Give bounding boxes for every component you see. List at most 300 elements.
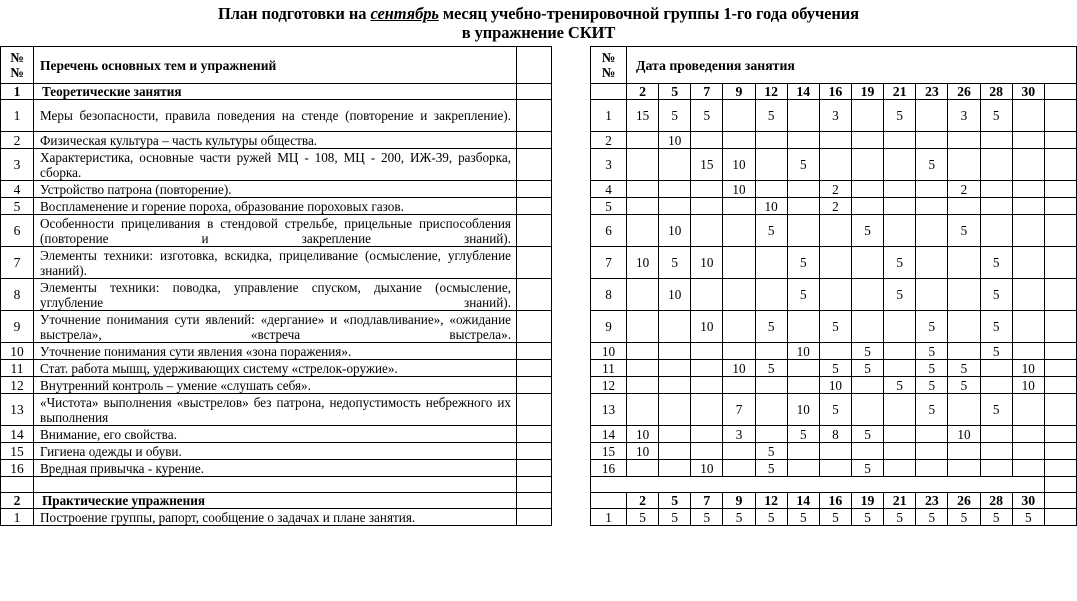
schedule-minutes-cell xyxy=(980,215,1012,247)
schedule-minutes-cell: 5 xyxy=(884,100,916,132)
schedule-minutes-cell xyxy=(819,279,851,311)
schedule-minutes-cell xyxy=(916,443,948,460)
schedule-minutes-cell: 5 xyxy=(787,247,819,279)
topics-header-title: Перечень основных тем и упражнений xyxy=(34,47,517,84)
schedule-minutes-cell xyxy=(819,443,851,460)
schedule-minutes-cell: 5 xyxy=(787,149,819,181)
schedule-date-header: 14 xyxy=(787,84,819,100)
schedule-minutes-cell xyxy=(627,311,659,343)
schedule-minutes-cell xyxy=(691,360,723,377)
schedule-row xyxy=(591,460,1077,477)
schedule-minutes-cell: 5 xyxy=(851,343,883,360)
schedule-minutes-cell: 5 xyxy=(980,311,1012,343)
schedule-minutes-cell: 8 xyxy=(819,426,851,443)
topics-header-number-line1: № xyxy=(10,50,24,65)
schedule-minutes-cell xyxy=(723,443,755,460)
schedule-header-row xyxy=(591,47,1077,84)
schedule-row-spare-cell xyxy=(1044,343,1076,360)
topics-row-description: Теоретические занятия xyxy=(34,84,517,100)
schedule-date-header: 12 xyxy=(755,493,787,509)
title-prefix: План подготовки на xyxy=(217,4,371,23)
schedule-minutes-cell: 5 xyxy=(819,394,851,426)
schedule-minutes-cell xyxy=(691,343,723,360)
schedule-minutes-cell: 5 xyxy=(948,215,980,247)
schedule-minutes-cell xyxy=(787,198,819,215)
schedule-minutes-cell xyxy=(755,377,787,394)
schedule-row-number: 1 xyxy=(591,509,627,526)
schedule-row-number: 6 xyxy=(591,215,627,247)
schedule-row-spare-cell xyxy=(1044,360,1076,377)
topics-row xyxy=(1,84,552,100)
schedule-minutes-cell: 5 xyxy=(948,377,980,394)
schedule-minutes-cell xyxy=(916,181,948,198)
topics-row-description: Характеристика, основные части ружей МЦ - 108, МЦ - 200, ИЖ-39, разборка, сборка. xyxy=(34,149,517,181)
schedule-dates-row-corner xyxy=(591,84,627,100)
schedule-minutes-cell xyxy=(948,198,980,215)
topics-row-description: Построение группы, рапорт, сообщение о задачах и плане занятия. xyxy=(34,509,517,526)
schedule-minutes-cell xyxy=(691,279,723,311)
schedule-row-spare-cell xyxy=(1044,181,1076,198)
schedule-row-number: 13 xyxy=(591,394,627,426)
schedule-minutes-cell xyxy=(916,100,948,132)
schedule-minutes-cell: 5 xyxy=(980,247,1012,279)
schedule-minutes-cell: 10 xyxy=(819,377,851,394)
schedule-minutes-cell xyxy=(723,132,755,149)
schedule-row xyxy=(591,311,1077,343)
topics-row-description: Устройство патрона (повторение). xyxy=(34,181,517,198)
schedule-dates-header-row xyxy=(591,84,1077,100)
topics-row-number: 11 xyxy=(1,360,34,377)
schedule-minutes-cell xyxy=(627,460,659,477)
schedule-minutes-cell xyxy=(691,443,723,460)
schedule-minutes-cell xyxy=(851,443,883,460)
schedule-row xyxy=(591,279,1077,311)
schedule-minutes-cell xyxy=(948,279,980,311)
schedule-minutes-cell xyxy=(659,377,691,394)
schedule-minutes-cell: 10 xyxy=(659,279,691,311)
schedule-minutes-cell: 5 xyxy=(755,460,787,477)
topics-row-pad-cell xyxy=(517,426,552,443)
schedule-minutes-cell xyxy=(884,198,916,215)
schedule-minutes-cell: 5 xyxy=(884,279,916,311)
schedule-minutes-cell xyxy=(916,279,948,311)
schedule-row-number: 11 xyxy=(591,360,627,377)
schedule-header-caption: Дата проведения занятия xyxy=(627,47,1077,84)
schedule-minutes-cell xyxy=(1012,198,1044,215)
schedule-minutes-cell xyxy=(723,311,755,343)
schedule-minutes-cell: 5 xyxy=(916,377,948,394)
topics-row-pad-cell xyxy=(517,311,552,343)
schedule-minutes-cell: 10 xyxy=(659,132,691,149)
topics-row xyxy=(1,311,552,343)
topics-row xyxy=(1,460,552,477)
schedule-date-header: 26 xyxy=(948,493,980,509)
topics-header-number-cell xyxy=(1,47,34,84)
schedule-minutes-cell xyxy=(819,215,851,247)
schedule-table-body xyxy=(591,47,1077,526)
schedule-minutes-cell xyxy=(691,132,723,149)
schedule-minutes-cell: 5 xyxy=(755,443,787,460)
schedule-minutes-cell: 5 xyxy=(755,360,787,377)
tables-container xyxy=(0,46,1077,526)
topics-row-number: 6 xyxy=(1,215,34,247)
schedule-minutes-cell: 5 xyxy=(980,279,1012,311)
schedule-row-number: 1 xyxy=(591,100,627,132)
schedule-minutes-cell xyxy=(851,279,883,311)
schedule-minutes-cell: 10 xyxy=(1012,377,1044,394)
schedule-minutes-cell xyxy=(819,132,851,149)
schedule-row xyxy=(591,247,1077,279)
schedule-minutes-cell xyxy=(627,360,659,377)
schedule-minutes-cell xyxy=(659,426,691,443)
topics-row-pad-cell xyxy=(517,181,552,198)
topics-row-number: 10 xyxy=(1,343,34,360)
topics-row-description: Практические упражнения xyxy=(34,493,517,509)
schedule-minutes-cell xyxy=(1012,443,1044,460)
schedule-minutes-cell: 10 xyxy=(691,460,723,477)
schedule-minutes-cell: 5 xyxy=(916,149,948,181)
schedule-minutes-cell xyxy=(659,394,691,426)
topics-row xyxy=(1,100,552,132)
schedule-minutes-cell xyxy=(884,360,916,377)
schedule-minutes-cell: 7 xyxy=(723,394,755,426)
schedule-minutes-cell xyxy=(916,132,948,149)
schedule-row-number: 2 xyxy=(591,132,627,149)
schedule-minutes-cell: 5 xyxy=(787,426,819,443)
schedule-minutes-cell xyxy=(948,149,980,181)
topics-row-pad-cell xyxy=(517,360,552,377)
schedule-minutes-cell: 5 xyxy=(659,509,691,526)
topics-row-description: Элементы техники: изготовка, вскидка, прицеливание (осмысление, углубление знаний). xyxy=(34,247,517,279)
schedule-minutes-cell xyxy=(659,311,691,343)
topics-row xyxy=(1,394,552,426)
schedule-minutes-cell xyxy=(627,149,659,181)
schedule-minutes-cell: 5 xyxy=(851,360,883,377)
schedule-row-spare-cell xyxy=(1044,443,1076,460)
schedule-date-header: 5 xyxy=(659,84,691,100)
schedule-minutes-cell: 5 xyxy=(1012,509,1044,526)
topics-row-number: 13 xyxy=(1,394,34,426)
schedule-minutes-cell xyxy=(627,279,659,311)
schedule-minutes-cell xyxy=(948,460,980,477)
schedule-row-spare-cell xyxy=(1044,394,1076,426)
schedule-minutes-cell: 5 xyxy=(851,426,883,443)
schedule-minutes-cell: 5 xyxy=(691,509,723,526)
schedule-minutes-cell xyxy=(916,198,948,215)
schedule-minutes-cell: 5 xyxy=(851,460,883,477)
schedule-minutes-cell: 10 xyxy=(787,394,819,426)
schedule-minutes-cell xyxy=(755,247,787,279)
topics-row xyxy=(1,360,552,377)
schedule-minutes-cell xyxy=(659,198,691,215)
schedule-minutes-cell xyxy=(948,394,980,426)
topics-row-pad-cell xyxy=(517,343,552,360)
schedule-minutes-cell xyxy=(884,343,916,360)
schedule-minutes-cell xyxy=(851,181,883,198)
schedule-minutes-cell xyxy=(659,149,691,181)
topics-row xyxy=(1,493,552,509)
schedule-row-spare-cell xyxy=(1044,509,1076,526)
topics-row-number: 15 xyxy=(1,443,34,460)
schedule-minutes-cell xyxy=(884,132,916,149)
topics-row-description: Внутренний контроль – умение «слушать себя». xyxy=(34,377,517,394)
schedule-row xyxy=(591,100,1077,132)
schedule-minutes-cell: 5 xyxy=(916,360,948,377)
schedule-minutes-cell: 5 xyxy=(851,215,883,247)
schedule-row-spare-cell xyxy=(1044,460,1076,477)
schedule-dates-header-row-2 xyxy=(591,493,1077,509)
schedule-minutes-cell: 10 xyxy=(627,247,659,279)
topics-row-pad-cell xyxy=(517,198,552,215)
schedule-minutes-cell xyxy=(884,215,916,247)
schedule-row xyxy=(591,181,1077,198)
schedule-date-header: 9 xyxy=(723,493,755,509)
schedule-minutes-cell: 5 xyxy=(691,100,723,132)
topics-row xyxy=(1,443,552,460)
schedule-minutes-cell xyxy=(884,426,916,443)
schedule-minutes-cell: 5 xyxy=(884,247,916,279)
schedule-minutes-cell xyxy=(659,460,691,477)
schedule-minutes-cell: 5 xyxy=(916,311,948,343)
schedule-minutes-cell: 15 xyxy=(691,149,723,181)
schedule-date-header: 19 xyxy=(851,84,883,100)
schedule-date-header: 21 xyxy=(884,84,916,100)
schedule-minutes-cell xyxy=(627,394,659,426)
schedule-minutes-cell xyxy=(755,394,787,426)
schedule-minutes-cell xyxy=(691,426,723,443)
topics-row-number: 12 xyxy=(1,377,34,394)
topics-row xyxy=(1,132,552,149)
schedule-row-spare-cell xyxy=(1044,198,1076,215)
schedule-minutes-cell xyxy=(659,443,691,460)
topics-row-number: 1 xyxy=(1,100,34,132)
schedule-minutes-cell: 10 xyxy=(691,247,723,279)
schedule-row-spare-cell xyxy=(1044,279,1076,311)
schedule-minutes-cell: 5 xyxy=(851,509,883,526)
topics-row xyxy=(1,377,552,394)
schedule-date-header: 26 xyxy=(948,84,980,100)
schedule-minutes-cell: 5 xyxy=(755,311,787,343)
title-suffix: месяц учебно-тренировочной группы 1-го года обучения xyxy=(438,4,860,23)
schedule-minutes-cell: 10 xyxy=(627,426,659,443)
schedule-date-header: 7 xyxy=(691,84,723,100)
topics-row-pad-cell xyxy=(517,279,552,311)
schedule-minutes-cell xyxy=(980,443,1012,460)
schedule-minutes-cell: 5 xyxy=(723,509,755,526)
schedule-minutes-cell: 10 xyxy=(627,443,659,460)
schedule-minutes-cell: 5 xyxy=(659,100,691,132)
topics-row-description xyxy=(34,477,517,493)
topics-row xyxy=(1,509,552,526)
schedule-date-header: 19 xyxy=(851,493,883,509)
table-gap xyxy=(552,46,590,47)
schedule-date-header: 16 xyxy=(819,84,851,100)
schedule-minutes-cell xyxy=(627,343,659,360)
schedule-minutes-cell xyxy=(980,132,1012,149)
schedule-minutes-cell xyxy=(884,149,916,181)
schedule-row-number: 9 xyxy=(591,311,627,343)
topics-row-pad-cell xyxy=(517,460,552,477)
schedule-minutes-cell xyxy=(755,181,787,198)
schedule-minutes-cell xyxy=(1012,215,1044,247)
schedule-minutes-cell: 10 xyxy=(1012,360,1044,377)
schedule-minutes-cell xyxy=(1012,394,1044,426)
schedule-minutes-cell: 5 xyxy=(980,343,1012,360)
schedule-minutes-cell xyxy=(980,460,1012,477)
schedule-minutes-cell: 5 xyxy=(787,509,819,526)
schedule-minutes-cell xyxy=(787,460,819,477)
topics-header-row xyxy=(1,47,552,84)
schedule-minutes-cell xyxy=(1012,100,1044,132)
schedule-minutes-cell xyxy=(627,377,659,394)
schedule-minutes-cell: 5 xyxy=(787,279,819,311)
schedule-minutes-cell xyxy=(980,426,1012,443)
schedule-date-header: 30 xyxy=(1012,493,1044,509)
topics-row-pad-cell xyxy=(517,247,552,279)
schedule-minutes-cell xyxy=(980,377,1012,394)
schedule-minutes-cell xyxy=(1012,279,1044,311)
schedule-row xyxy=(591,149,1077,181)
topics-row-description: Уточнение понимания сути явления «зона поражения». xyxy=(34,343,517,360)
schedule-minutes-cell xyxy=(980,360,1012,377)
schedule-row-number: 16 xyxy=(591,460,627,477)
topics-row-description: Стат. работа мышц, удерживающих систему «стрелок-оружие». xyxy=(34,360,517,377)
schedule-minutes-cell: 5 xyxy=(819,360,851,377)
schedule-header-number-line1: № xyxy=(601,50,616,65)
schedule-date-header: 12 xyxy=(755,84,787,100)
topics-row-description: Внимание, его свойства. xyxy=(34,426,517,443)
topics-row-description: Физическая культура – часть культуры общества. xyxy=(34,132,517,149)
schedule-minutes-cell xyxy=(916,215,948,247)
schedule-minutes-cell: 5 xyxy=(980,394,1012,426)
schedule-date-header-spare xyxy=(1044,493,1076,509)
schedule-minutes-cell: 3 xyxy=(723,426,755,443)
schedule-date-header: 16 xyxy=(819,493,851,509)
schedule-minutes-cell: 10 xyxy=(723,181,755,198)
schedule-minutes-cell xyxy=(884,311,916,343)
topics-row-pad-cell xyxy=(517,215,552,247)
schedule-minutes-cell: 5 xyxy=(916,509,948,526)
schedule-row xyxy=(591,132,1077,149)
schedule-minutes-cell: 5 xyxy=(819,311,851,343)
topics-row-number: 14 xyxy=(1,426,34,443)
schedule-minutes-cell xyxy=(851,377,883,394)
schedule-table xyxy=(590,46,1077,526)
topics-row xyxy=(1,477,552,493)
schedule-minutes-cell xyxy=(1012,343,1044,360)
schedule-minutes-cell: 5 xyxy=(819,509,851,526)
schedule-minutes-cell: 2 xyxy=(948,181,980,198)
schedule-minutes-cell xyxy=(659,360,691,377)
schedule-row-number: 8 xyxy=(591,279,627,311)
schedule-date-header: 7 xyxy=(691,493,723,509)
schedule-minutes-cell xyxy=(787,100,819,132)
schedule-minutes-cell: 5 xyxy=(755,215,787,247)
schedule-row-spare-cell xyxy=(1044,377,1076,394)
topics-header-pad-cell xyxy=(517,47,552,84)
schedule-minutes-cell xyxy=(723,100,755,132)
schedule-minutes-cell xyxy=(627,132,659,149)
schedule-minutes-cell: 10 xyxy=(691,311,723,343)
topics-row-number: 7 xyxy=(1,247,34,279)
schedule-minutes-cell xyxy=(723,377,755,394)
schedule-minutes-cell: 10 xyxy=(787,343,819,360)
schedule-minutes-cell xyxy=(819,149,851,181)
schedule-row-number: 3 xyxy=(591,149,627,181)
topics-row-number: 9 xyxy=(1,311,34,343)
schedule-row-number: 12 xyxy=(591,377,627,394)
schedule-minutes-cell: 10 xyxy=(723,149,755,181)
schedule-minutes-cell: 10 xyxy=(755,198,787,215)
topics-row-description: Меры безопасности, правила поведения на стенде (повторение и закрепление). xyxy=(34,100,517,132)
schedule-minutes-cell xyxy=(787,377,819,394)
topics-row-pad-cell xyxy=(517,149,552,181)
schedule-minutes-cell xyxy=(787,132,819,149)
schedule-date-header: 9 xyxy=(723,84,755,100)
schedule-minutes-cell xyxy=(787,443,819,460)
schedule-minutes-cell xyxy=(851,394,883,426)
topics-row-description: Гигиена одежды и обуви. xyxy=(34,443,517,460)
schedule-minutes-cell xyxy=(948,443,980,460)
topics-header-number-line2: № xyxy=(10,65,24,80)
schedule-row-number: 7 xyxy=(591,247,627,279)
topics-row xyxy=(1,343,552,360)
schedule-minutes-cell xyxy=(787,215,819,247)
schedule-row xyxy=(591,360,1077,377)
schedule-minutes-cell: 5 xyxy=(916,343,948,360)
schedule-row xyxy=(591,343,1077,360)
schedule-minutes-cell xyxy=(1012,426,1044,443)
title-line-1 xyxy=(0,4,1077,23)
schedule-minutes-cell xyxy=(691,394,723,426)
schedule-minutes-cell xyxy=(948,247,980,279)
schedule-minutes-cell: 2 xyxy=(819,198,851,215)
topics-row-description: Особенности прицеливания в стендовой стрельбе, прицельные приспособления (повторение и закрепление знаний). xyxy=(34,215,517,247)
schedule-minutes-cell xyxy=(723,198,755,215)
schedule-minutes-cell xyxy=(627,181,659,198)
schedule-minutes-cell: 5 xyxy=(884,509,916,526)
schedule-minutes-cell: 5 xyxy=(627,509,659,526)
schedule-row-number: 5 xyxy=(591,198,627,215)
schedule-minutes-cell xyxy=(980,149,1012,181)
schedule-row-number: 15 xyxy=(591,443,627,460)
topics-row-pad-cell xyxy=(517,84,552,100)
schedule-row-spare-cell xyxy=(1044,247,1076,279)
schedule-date-header: 28 xyxy=(980,493,1012,509)
schedule-minutes-cell xyxy=(819,460,851,477)
schedule-row-number: 10 xyxy=(591,343,627,360)
schedule-row-spare-cell xyxy=(1044,426,1076,443)
schedule-minutes-cell xyxy=(851,247,883,279)
topics-row-pad-cell xyxy=(517,100,552,132)
topics-row xyxy=(1,279,552,311)
schedule-minutes-cell xyxy=(884,460,916,477)
topics-row-number: 16 xyxy=(1,460,34,477)
schedule-minutes-cell xyxy=(659,343,691,360)
schedule-spacer-row xyxy=(591,477,1077,493)
schedule-header-number-cell xyxy=(591,47,627,84)
schedule-dates-row-corner xyxy=(591,493,627,509)
schedule-minutes-cell: 2 xyxy=(819,181,851,198)
schedule-row-spare-cell xyxy=(1044,132,1076,149)
schedule-date-header: 2 xyxy=(627,493,659,509)
schedule-minutes-cell xyxy=(1012,311,1044,343)
schedule-row xyxy=(591,394,1077,426)
schedule-minutes-cell: 3 xyxy=(819,100,851,132)
topics-row xyxy=(1,247,552,279)
schedule-minutes-cell xyxy=(1012,132,1044,149)
topics-row-pad-cell xyxy=(517,509,552,526)
